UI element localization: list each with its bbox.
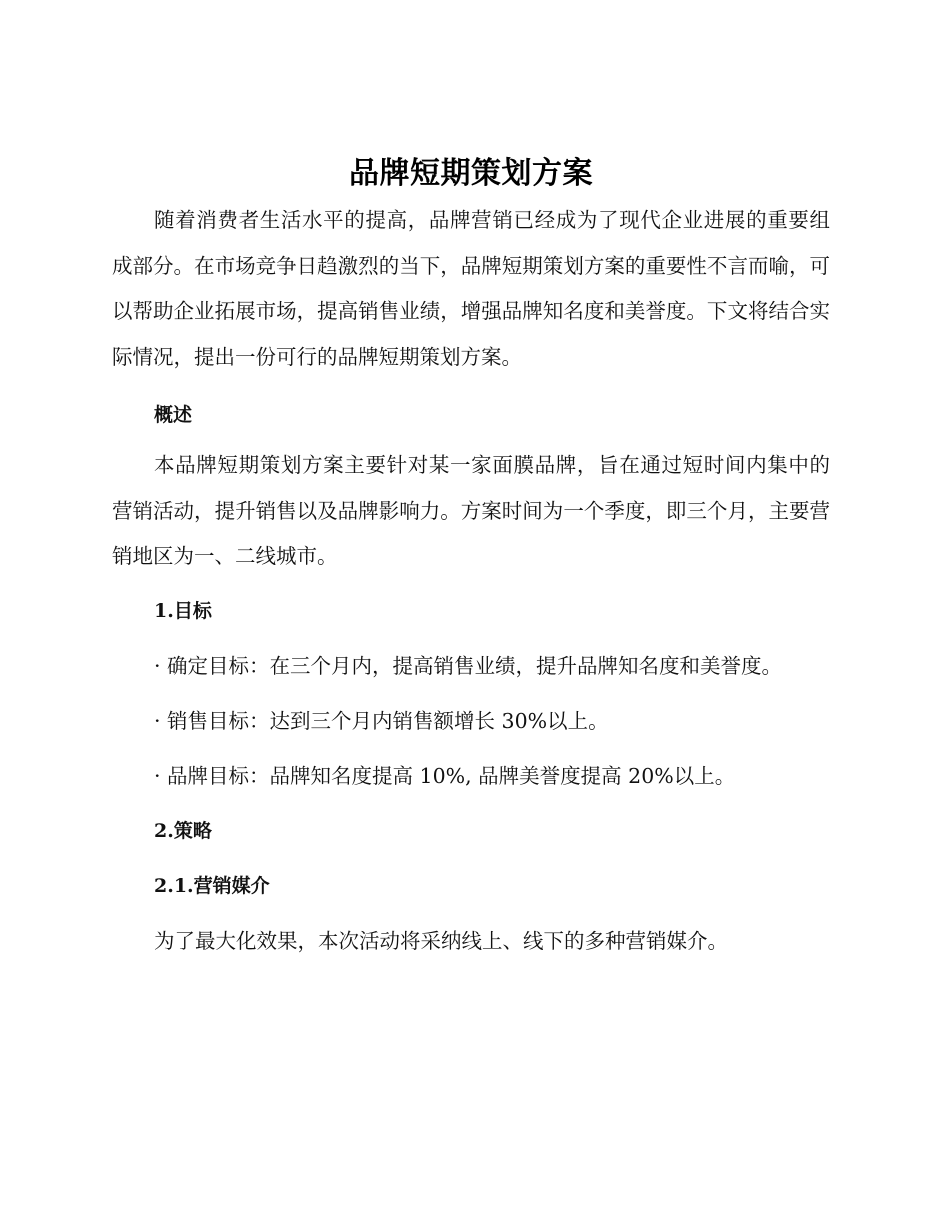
goal-item-brand: · 品牌目标：品牌知名度提高 10%, 品牌美誉度提高 20%以上。 [154,763,736,788]
strategy-heading: 2.策略 [154,819,212,842]
overview-paragraph: 本品牌短期策划方案主要针对某一家面膜品牌，旨在通过短时间内集中的营销活动，提升销售以及品牌影响力。方案时间为一个季度，即三个月，主要营销地区为一、二线城市。 [112,453,830,568]
spacer [112,380,830,388]
goal-item-define: · 确定目标：在三个月内，提高销售业绩，提升品牌知名度和美誉度。 [154,653,783,678]
document-title: 品牌短期策划方案 [349,156,593,191]
media-heading: 2.1.营销媒介 [154,874,270,897]
goal-item-sales: · 销售目标：达到三个月内销售额增长 30%以上。 [154,708,609,733]
goals-heading: 1.目标 [154,599,212,622]
media-paragraph: 为了最大化效果，本次活动将采纳线上、线下的多种营销媒介。 [154,928,728,953]
overview-heading: 概述 [154,404,193,426]
intro-paragraph: 随着消费者生活水平的提高，品牌营销已经成为了现代企业进展的重要组成部分。在市场竞争日趋激烈的当下，品牌短期策划方案的重要性不言而喻，可以帮助企业拓展市场，提高销售业绩，增强品牌知名度和美誉度。下文将结合实际情况，提出一份可行的品牌短期策划方案。 [112,208,830,369]
document-page [112,150,830,969]
